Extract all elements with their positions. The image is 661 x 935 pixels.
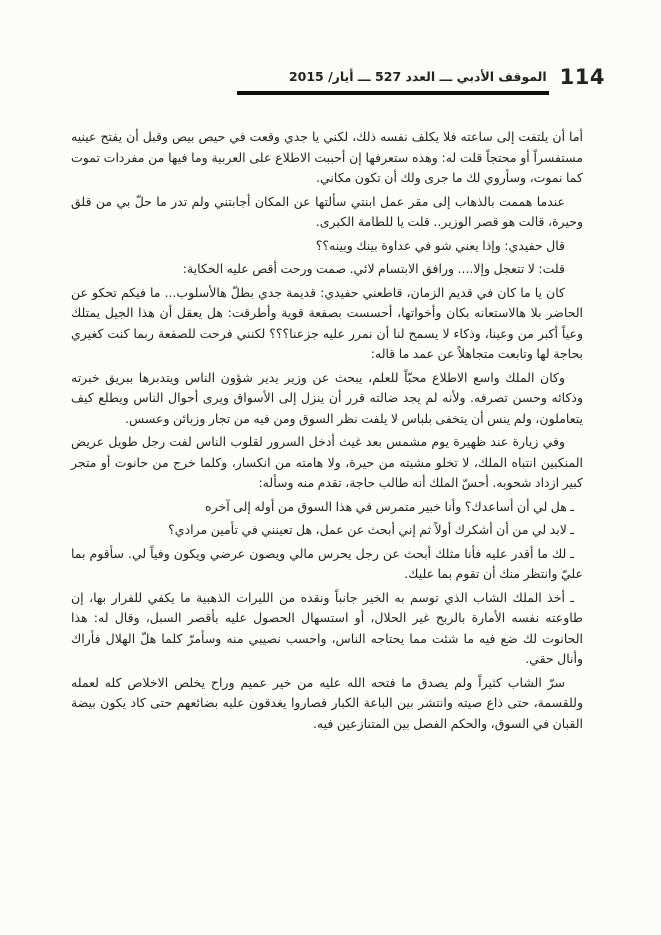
article-body bbox=[71, 127, 583, 737]
body-paragraph: أما أن يلتفت إلى ساعته فلا يكلف نفسه ذلك، لكني يا جدي وقعت في حيص بيص وقبل أن يفتح عينيه مستفسراً أو محتجاً قلت له: وهذه ستعرفها إن أحببت الاطلاع على العربية وما فيها من مفردات تموت كما نموت، وسأروي لك ما جرى ولك أن تكون مكاني. bbox=[71, 129, 583, 185]
body-paragraph: قلت: لا تتعجل وإلا.... ورافق الابتسام لائي. صمت ورحت أقص عليه الحكاية: bbox=[182, 261, 565, 276]
body-paragraph: وكان الملك واسع الاطلاع محبّاً للعلم، يبحث عن وزير يدير شؤون الناس ويتدبرها ببريق خبرته وذكائه وحسن تصرفه. ولأنه لم يجد ضالته قرر أن ينزل إلى الأسواق ويرى أحوال الناس ويطلع كيف يتعاملون، ولم ينس أن يتخفى بلباس لا يلفت نظر السوق ومن فيه من تجار وزبائن وعسس. bbox=[71, 369, 583, 426]
dialogue-line: ـ لابد لي من أن أشكرك أولاً ثم إني أبحث عن عمل، هل تعينني في تأمين مرادي؟ bbox=[168, 522, 574, 537]
body-paragraph: كان يا ما كان في قديم الزمان، قاطعني حفيدي: قديمة جدي بطلّ هالأسلوب... ما فيكم تحكو عن الحاضر بلا هالاستعانه بكان وأخواتها، أحسست بصفعة قوية وأطرقت: هل يعقل أن هذا الجيل يمتلك وعياً أكبر من وعينا، وذكاء لا يسمح لنا أن نمرر عليه جزعنا؟؟؟ لكنني فرحت للصفعة ربما كنت كغيري بحاجة لها وتابعت متجاهلاً عن عمد ما قاله: bbox=[71, 284, 583, 361]
body-paragraph: سرّ الشاب كثيراً ولم يصدق ما فتحه الله عليه من خير عميم وراح يخلص الاخلاص كله لعمله وللقسمة، حتى ذاع صيته وانتشر بين الباعة الكبار فصاروا يغدقون عليه بضائعهم حتى كاد يكون بيضة القبان في السوق، والحكم الفصل بين المتنازعين فيه. bbox=[71, 674, 583, 731]
dialogue-line: ـ لك ما أقدر عليه فأنا مثلك أبحث عن رجل يحرس مالي ويصون عرضي ويكون وفياً لي. سأقوم بما عليّ وانتظر منك أن تقوم بما عليك. bbox=[71, 545, 583, 581]
dialogue-line: ـ هل لي أن أساعدك؟ وأنا خبير متمرس في هذا السوق من أوله إلى آخره bbox=[205, 498, 574, 514]
body-paragraph: وفي زيارة عند ظهيرة يوم مشمس بعد غيث أدخل السرور لقلوب الناس لفت رجل طويل عريض المنكبين انتباه الملك، لا تخلو مشيته من حيرة، ولا هامته من انكسار، وكلما خرج من حانوت أو متجر كبير ازداد شحوبه. أحسّ الملك أنه طالب حاجة، تقدم منه وسأله: bbox=[71, 434, 583, 490]
journal-issue-line: الموقف الأدبي ـــ العدد 527 ـــ أيار/ 2015 bbox=[237, 66, 549, 95]
body-paragraph: قال حفيدي: وإذا يعني شو في عداوة بينك وبينه؟؟ bbox=[315, 237, 565, 253]
dialogue-line: ـ أخذ الملك الشاب الذي توسم به الخير جانباً ونقده من الليرات الذهبية ما يكفي للفرار بها، إن طاوعته نفسه الأمارة بالربح غير الحلال، أو استسهال الحصول عليه بأقصر السبل، وقال له: هذا الحانوت لك ضع فيه ما شئت مما يحتاجه الناس، واحسب نصيبي منه وسأمرّ كلما هلّ الهلال فأراك وأنال حقي. bbox=[71, 589, 583, 666]
page-header bbox=[0, 66, 661, 95]
page-number: 114 bbox=[559, 65, 605, 89]
body-paragraph: عندما هممت بالذهاب إلى مقر عمل ابنتي سألتها عن المكان أجابتني ولم تدر ما حلّ بي من قلق وحيرة، قالت هو قصر الوزير.. قلت يا للطامة الكبرى. bbox=[71, 193, 583, 229]
